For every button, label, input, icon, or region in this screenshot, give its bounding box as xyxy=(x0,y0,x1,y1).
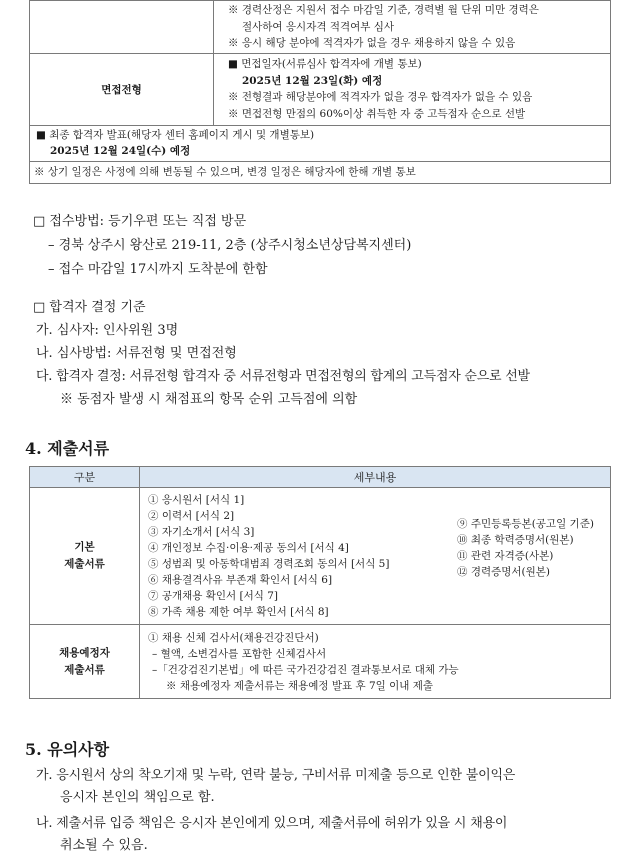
interview-date-bullet: ■ 면접일자(서류심사 합격자에 개별 통보) xyxy=(228,58,422,70)
schedule-row-career-content xyxy=(214,1,611,54)
documents-basic-label-1: 기본 xyxy=(74,541,95,553)
final-announcement-bullet: ■ 최종 합격자 발표(해당자 센터 홈페이지 게시 및 개별통보) xyxy=(36,128,315,141)
doc-item-2: ② 이력서 [서식 2] xyxy=(148,510,235,522)
schedule-table xyxy=(29,0,611,184)
interview-date: 2025년 12월 23일(화) 예정 xyxy=(242,74,383,87)
career-note-1-cont: 절사하여 응시자격 적격여부 심사 xyxy=(242,20,395,33)
documents-basic-label xyxy=(30,488,140,625)
prospective-item-3: –「건강검진기본법」에 따른 국가건강검진 결과통보서로 대체 가능 xyxy=(152,663,459,676)
receipt-title: □ 접수방법: 등기우편 또는 직접 방문 xyxy=(33,214,247,229)
schedule-row-final xyxy=(30,125,611,161)
schedule-change-note xyxy=(30,161,611,183)
career-note-1: ※ 경력산정은 지원서 접수 마감일 기준, 경력별 월 단위 미만 경력은 xyxy=(228,4,539,16)
final-announcement xyxy=(30,125,611,161)
doc-item-12: ⑫ 경력증명서(원본) xyxy=(457,566,551,578)
notice-item-2: 나. 제출서류 입증 책임은 응시자 본인에게 있으며, 제출서류에 허위가 있을 시 채용이 xyxy=(36,816,508,831)
schedule-row-interview xyxy=(30,53,611,125)
documents-basic-label-2: 제출서류 xyxy=(64,558,105,570)
interview-label: 면접전형 xyxy=(30,53,214,125)
documents-header-details: 세부내용 xyxy=(140,467,611,488)
doc-item-1: ① 응시원서 [서식 1] xyxy=(148,494,245,506)
criteria-tie-note: ※ 동점자 발생 시 채점표의 항목 순위 고득점에 의함 xyxy=(60,392,358,407)
documents-prospective-row xyxy=(30,625,611,699)
notice-item-1: 가. 응시원서 상의 착오기재 및 누락, 연락 불능, 구비서류 미제출 등으로 인한 불이익은 xyxy=(36,768,516,783)
documents-prospective-content xyxy=(140,625,611,699)
doc-item-10: ⑩ 최종 학력증명서(원본) xyxy=(457,534,574,546)
doc-item-4: ④ 개인정보 수집·이용·제공 동의서 [서식 4] xyxy=(148,542,349,554)
documents-prospective-label xyxy=(30,625,140,699)
documents-basic-left-list xyxy=(148,492,448,620)
receipt-deadline: – 접수 마감일 17시까지 도착분에 한함 xyxy=(48,262,268,277)
doc-item-3: ③ 자기소개서 [서식 3] xyxy=(148,526,255,538)
criteria-reviewers: 가. 심사자: 인사위원 3명 xyxy=(36,323,179,338)
schedule-change-note-text: ※ 상기 일정은 사정에 의해 변동될 수 있으며, 변경 일정은 해당자에 한해 개별 통보 xyxy=(34,165,416,178)
criteria-title: □ 합격자 결정 기준 xyxy=(33,300,146,315)
prospective-item-note: ※ 채용예정자 제출서류는 채용예정 발표 후 7일 이내 제출 xyxy=(166,679,434,692)
section-4-heading: 4. 제출서류 xyxy=(25,439,110,458)
receipt-address: – 경북 상주시 왕산로 219-11, 2층 (상주시청소년상담복지센터) xyxy=(48,238,412,253)
notice-item-2-cont: 취소될 수 있음. xyxy=(60,838,148,853)
doc-item-8: ⑧ 가족 채용 제한 여부 확인서 [서식 8] xyxy=(148,606,329,618)
interview-note-2: ※ 면접전형 만점의 60%이상 취득한 자 중 고득점자 순으로 선발 xyxy=(228,107,526,120)
documents-basic-right-list xyxy=(457,516,594,580)
section-5-heading: 5. 유의사항 xyxy=(25,740,110,759)
schedule-row-note xyxy=(30,161,611,183)
documents-header-category: 구분 xyxy=(30,467,140,488)
doc-item-11: ⑪ 관련 자격증(사본) xyxy=(457,550,554,562)
interview-note-1: ※ 전형결과 해당분야에 적격자가 없을 경우 합격자가 없을 수 있음 xyxy=(228,91,533,103)
documents-basic-content xyxy=(140,488,611,625)
schedule-row-career xyxy=(30,1,611,54)
final-announcement-date: 2025년 12월 24일(수) 예정 xyxy=(50,145,191,157)
doc-item-7: ⑦ 공개채용 확인서 [서식 7] xyxy=(148,590,279,602)
prospective-item-1: ① 채용 신체 검사서(채용건강진단서) xyxy=(148,631,319,644)
doc-item-5: ⑤ 성범죄 및 아동학대범죄 경력조회 동의서 [서식 5] xyxy=(148,558,390,570)
documents-prospective-label-2: 제출서류 xyxy=(64,663,105,676)
schedule-row-career-label xyxy=(30,1,214,54)
notice-item-1-cont: 응시자 본인의 책임으로 함. xyxy=(60,790,215,805)
doc-item-9: ⑨ 주민등록등본(공고일 기준) xyxy=(457,518,594,530)
interview-content xyxy=(214,53,611,125)
career-note-2: ※ 응시 해당 분야에 적격자가 없을 경우 채용하지 않을 수 있음 xyxy=(228,37,516,49)
criteria-decision: 다. 합격자 결정: 서류전형 합격자 중 서류전형과 면접전형의 합계의 고득점자 순으로 선발 xyxy=(36,369,530,384)
documents-basic-row xyxy=(30,488,611,625)
doc-item-6: ⑥ 채용결격사유 부존재 확인서 [서식 6] xyxy=(148,574,333,586)
criteria-method: 나. 심사방법: 서류전형 및 면접전형 xyxy=(36,346,237,361)
prospective-item-2: – 혈액, 소변검사를 포함한 신체검사서 xyxy=(152,647,327,660)
documents-header-row xyxy=(30,467,611,488)
documents-table xyxy=(29,466,611,699)
documents-prospective-label-1: 채용예정자 xyxy=(59,646,110,659)
